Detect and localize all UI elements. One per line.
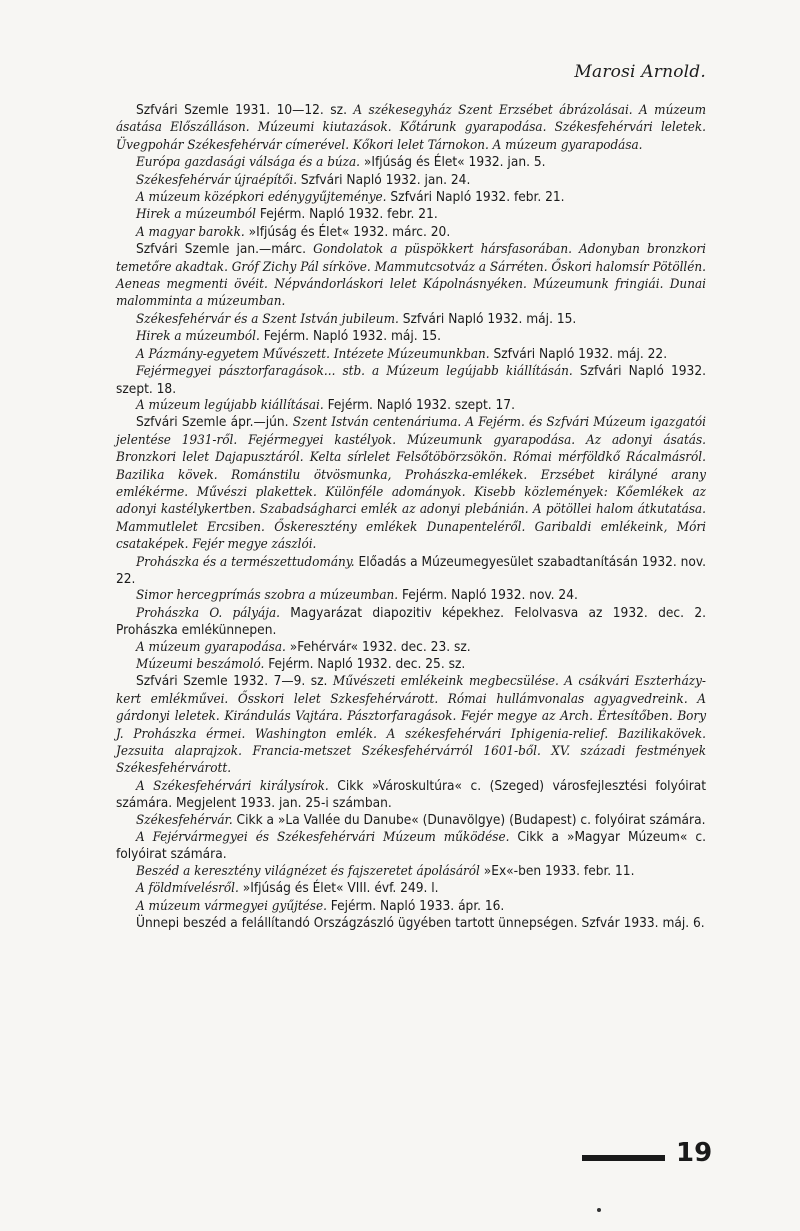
entry-source: Szfvári Napló 1932. máj. 15. bbox=[398, 310, 577, 327]
bibliography-entry bbox=[116, 206, 706, 223]
entry-source: Szfvári Szemle jan.—márc. bbox=[136, 241, 314, 258]
entry-title: Múzeumi beszámoló. bbox=[136, 657, 265, 672]
bibliography-entry bbox=[116, 154, 706, 171]
entry-title: Prohászka O. pályája. bbox=[136, 605, 280, 621]
bibliography-entry bbox=[116, 311, 706, 328]
bibliography-entry bbox=[116, 241, 706, 311]
bibliography-entry bbox=[116, 397, 706, 414]
entry-source: »Ifjúság és Élet« VIII. évf. 249. l. bbox=[238, 880, 439, 897]
entry-title: Prohászka és a természettudomány. bbox=[136, 554, 355, 570]
entry-source: »Ifjúság és Élet« 1932. márc. 20. bbox=[244, 223, 451, 240]
bibliography-entry bbox=[116, 554, 706, 588]
bibliography-entry bbox=[116, 915, 706, 931]
entry-source: »Ifjúság és Élet« 1932. jan. 5. bbox=[360, 154, 546, 171]
entry-source: Előadás a Múzeumegyesület szabadtanításán 1932. nov. 22. bbox=[116, 553, 706, 587]
entry-title: A Pázmány-egyetem Művészett. Intézete Múzeumunkban. bbox=[136, 346, 490, 362]
entry-source: Ünnepi beszéd a felállítandó Országzászló ügyében tartott ünnepségen. Szfvár 1933. máj. 6. bbox=[136, 915, 705, 932]
bibliography-entry bbox=[116, 346, 706, 363]
entry-source: Fejérm. Napló 1932. nov. 24. bbox=[398, 587, 578, 604]
bibliography-entry bbox=[116, 812, 706, 829]
entry-title: A magyar barokk. bbox=[136, 224, 245, 240]
page-number: 19 bbox=[676, 1138, 713, 1168]
entry-title: A földmívelésről. bbox=[136, 881, 239, 897]
bibliography-entry bbox=[116, 605, 706, 639]
print-speck bbox=[597, 1208, 601, 1212]
entry-source: Szfvári Napló 1932. szept. 18. bbox=[116, 363, 706, 397]
bibliography-entry bbox=[116, 224, 706, 241]
entry-source: Fejérm. Napló 1932. máj. 15. bbox=[259, 328, 442, 345]
bibliography-entry bbox=[116, 189, 706, 206]
entry-source: Fejérm. Napló 1933. ápr. 16. bbox=[326, 897, 505, 914]
bibliography-entry bbox=[116, 414, 706, 553]
entry-source: Szfvári Napló 1932. febr. 21. bbox=[386, 189, 565, 206]
bibliography-entry bbox=[116, 898, 706, 915]
bibliography-entry bbox=[116, 639, 706, 656]
entry-source: Fejérm. Napló 1932. dec. 25. sz. bbox=[264, 656, 466, 672]
entry-source: Cikk »Városkultúra« c. (Szeged) városfejlesztési folyóirat számára. Megjelent 1933. jan. 25-i számban. bbox=[116, 777, 707, 812]
entry-title: Simor hercegprímás szobra a múzeumban. bbox=[136, 588, 399, 604]
entry-title: Fejérmegyei pásztorfaragások... stb. a Múzeum legújabb kiállításán. bbox=[136, 364, 573, 380]
bibliography-entry bbox=[116, 363, 706, 397]
entry-title: A múzeum gyarapodása. bbox=[136, 639, 286, 655]
bibliography-entry bbox=[116, 880, 706, 897]
entry-source: Szfvári Napló 1932. jan. 24. bbox=[297, 171, 471, 188]
entry-title: Székesfehérvár és a Szent István jubileum. bbox=[136, 311, 399, 327]
entry-title: Hirek a múzeumból bbox=[136, 207, 257, 223]
entry-source: Fejérm. Napló 1932. febr. 21. bbox=[256, 206, 438, 223]
entry-source: »Ex«-ben 1933. febr. 11. bbox=[479, 862, 635, 879]
bibliography-entry bbox=[116, 587, 706, 604]
entry-title: A múzeum legújabb kiállításai. bbox=[136, 397, 324, 413]
bibliography-list bbox=[116, 102, 706, 932]
entry-title: Európa gazdasági válsága és a búza. bbox=[136, 155, 361, 171]
bibliography-entry bbox=[116, 673, 706, 777]
entry-title: Gondolatok a püspökkert hársfasorában. Adonyban bronzkori temetőre akadtak. Gróf Zichy Pál sírköve. Mammutcsotváz a Sárréten. Őskori halomsír Pötöllén. Aeneas megmenti övéit. Népvándorláskori lelet Kápolnásnyéken. Múzeumunk fringiái. Dunai malomminta a múzeumban. bbox=[116, 242, 706, 310]
bibliography-entry bbox=[116, 656, 706, 673]
entry-source: Cikk a »Magyar Múzeum« c. folyóirat számára. bbox=[116, 829, 706, 863]
footer-rule bbox=[582, 1155, 665, 1161]
entry-title: Művészeti emlékeink megbecsülése. A csákvári Eszterházy-kert emlékművei. Ősskori lelet Szkesfehérvárott. Római hullámvonalas agyagvedreink. A gárdonyi leletek. Kirándulás Vajtára. Pásztorfaragások. Fejér megye az Arch. Értesítőben. Bory J. Prohászka érmei. Washington emlék. A székesfehérvári Iphigenia-relief. Bazilikakövek. Jezsuita alaprajzok. Francia-metszet Székesfehérvárról 1601-ből. XV. századi festmények Székesfehérvárott. bbox=[116, 674, 706, 777]
entry-title: Székesfehérvár. bbox=[136, 812, 233, 828]
entry-title: A Fejérvármegyei és Székesfehérvári Múzeum működése. bbox=[136, 830, 510, 846]
bibliography-entry bbox=[116, 829, 706, 863]
entry-source: Magyarázat diapozitiv képekhez. Felolvasva az 1932. dec. 2. Prohászka emlékünnepen. bbox=[116, 604, 706, 639]
entry-title: Székesfehérvár újraépítői. bbox=[136, 172, 298, 188]
entry-title: Hirek a múzeumból. bbox=[136, 329, 260, 345]
entry-title: A múzeum középkori edénygyűjteménye. bbox=[136, 190, 387, 206]
entry-source: Szfvári Napló 1932. máj. 22. bbox=[489, 345, 668, 362]
bibliography-entry bbox=[116, 172, 706, 189]
entry-title: Szent István centenáriuma. A Fejérm. és Szfvári Múzeum igazgatói jelentése 1931-ről. Fejérmegyei kastélyok. Múzeumunk gyarapodása. Az adonyi ásatás. Bronzkori lelet Dajapusztáról. Kelta sírlelet Felsőtöbörzsökön. Római mérföldkő Rácalmásról. Bazilika kövek. Románstilu ötvösmunka, Prohászka-emlékek. Erzsébet királyné arany emlékérme. Művészi plakettek. Különféle adományok. Kisebb közlemények: Kőemlékek az adonyi kastélykertben. Szabadságharci emlék az adonyi plebánián. A pötöllei halom átkutatása. Mammutlelet Ercsiben. Őskeresztény emlékek Dunapenteléről. Garibaldi emlékeink, Móri csataképek. Fejér megye zászlói. bbox=[116, 415, 707, 553]
bibliography-entry bbox=[116, 102, 706, 154]
entry-title: A székesegyház Szent Erzsébet ábrázolásai. A múzeum ásatása Előszálláson. Múzeumi kiutazások. Kőtárunk gyarapodása. Székesfehérvári leletek. Üvegpohár Székesfehérvár címerével. Kőkori lelet Tárnokon. A múzeum gyarapodása. bbox=[116, 103, 706, 153]
entry-source: Fejérm. Napló 1932. szept. 17. bbox=[323, 396, 515, 413]
entry-source: Szfvári Szemle ápr.—jún. bbox=[136, 414, 293, 431]
entry-source: Szfvári Szemle 1932. 7—9. sz. bbox=[136, 673, 333, 690]
entry-title: A múzeum vármegyei gyűjtése. bbox=[136, 898, 327, 914]
bibliography-entry bbox=[116, 328, 706, 345]
entry-title: Beszéd a keresztény világnézet és fajszeretet ápolásáról bbox=[136, 863, 480, 879]
entry-source: Szfvári Szemle 1931. 10—12. sz. bbox=[136, 102, 354, 118]
entry-title: A Székesfehérvári királysírok. bbox=[136, 778, 329, 794]
running-header-author: Marosi Arnold. bbox=[574, 62, 706, 82]
entry-source: »Fehérvár« 1932. dec. 23. sz. bbox=[285, 638, 471, 655]
entry-source: Cikk a »La Vallée du Danube« (Dunavölgye) (Budapest) c. folyóirat számára. bbox=[232, 811, 706, 828]
bibliography-entry bbox=[116, 863, 706, 880]
bibliography-entry bbox=[116, 778, 706, 812]
